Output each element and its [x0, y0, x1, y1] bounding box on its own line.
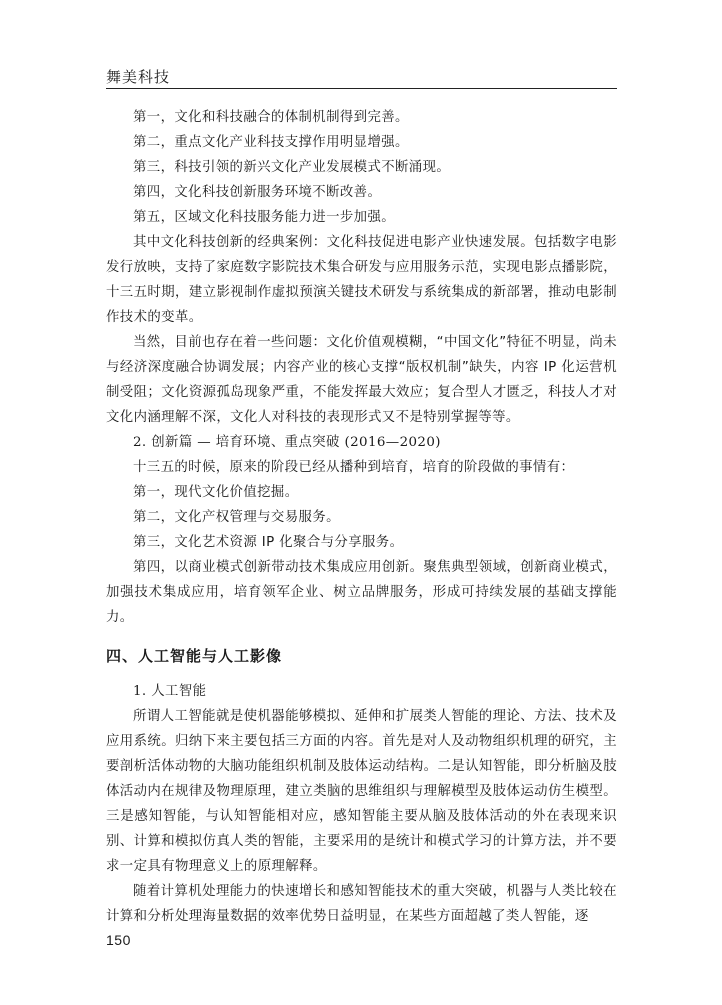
list-item: 第一，文化和科技融合的体制机制得到完善。: [133, 110, 409, 125]
page-number: 150: [106, 932, 131, 948]
section-heading: 四、人工智能与人工影像: [106, 647, 283, 665]
list-item: 第三，科技引领的新兴文化产业发展模式不断涌现。: [133, 160, 451, 175]
running-header: [106, 64, 617, 89]
header-title: 舞美科技: [106, 68, 171, 86]
list-item: 第五，区域文化科技服务能力进一步加强。: [133, 210, 396, 225]
list-item: 第二，文化产权管理与交易服务。: [133, 510, 340, 525]
paragraph-fourth: 第四，以商业模式创新带动技术集成应用创新。聚焦典型领域，创新商业模式，加强技术集成应用，培育领军企业、树立品牌服务，形成可持续发展的基础支撑能力。: [106, 560, 617, 625]
subheading-ai: 1. 人工智能: [133, 684, 207, 699]
list-item: 第三，文化艺术资源 IP 化聚合与分享服务。: [133, 535, 404, 550]
subheading-innovation: 2. 创新篇 — 培育环境、重点突破 (2016—2020): [133, 435, 441, 450]
list-item: 第四，文化科技创新服务环境不断改善。: [133, 185, 382, 200]
paragraph-ai-growth: 随着计算机处理能力的快速增长和感知智能技术的重大突破，机器与人类比较在计算和分析处理海量数据的效率优势日益明显，在某些方面超越了类人智能，逐: [106, 884, 617, 924]
list-item: 第二，重点文化产业科技支撑作用明显增强。: [133, 135, 409, 150]
paragraph-problems: 当然，目前也存在着一些问题：文化价值观模糊，“中国文化”特征不明显，尚未与经济深度融合协调发展；内容产业的核心支撑“版权机制”缺失，内容 IP 化运营机制受阻；文化资源孤岛现象严重，不能发挥最大效应；复合型人才匮乏，科技人才对文化内涵理解不深，文化人对科技的表现形式又不是特别掌握等等。: [106, 335, 617, 425]
paragraph-case: 其中文化科技创新的经典案例：文化科技促进电影产业快速发展。包括数字电影发行放映，支持了家庭数字影院技术集合研发与应用服务示范，实现电影点播影院，十三五时期，建立影视制作虚拟预演关键技术研发与系统集成的新部署，推动电影制作技术的变革。: [106, 235, 617, 325]
paragraph-135: 十三五的时候，原来的阶段已经从播种到培育，培育的阶段做的事情有：: [133, 460, 575, 475]
list-item: 第一，现代文化价值挖掘。: [133, 485, 299, 500]
paragraph-ai-definition: 所谓人工智能就是使机器能够模拟、延伸和扩展类人智能的理论、方法、技术及应用系统。归纳下来主要包括三方面的内容。首先是对人及动物组织机理的研究，主要剖析活体动物的大脑功能组织机制及肢体运动结构。二是认知智能，即分析脑及肢体活动内在规律及物理原理，建立类脑的思维组织与理解模型及肢体运动仿生模型。三是感知智能，与认知智能相对应，感知智能主要从脑及肢体活动的外在表现来识别、计算和模拟仿真人类的智能，主要采用的是统计和模式学习的计算方法，并不要求一定具有物理意义上的原理解释。: [106, 709, 617, 874]
page-body: [106, 105, 617, 929]
